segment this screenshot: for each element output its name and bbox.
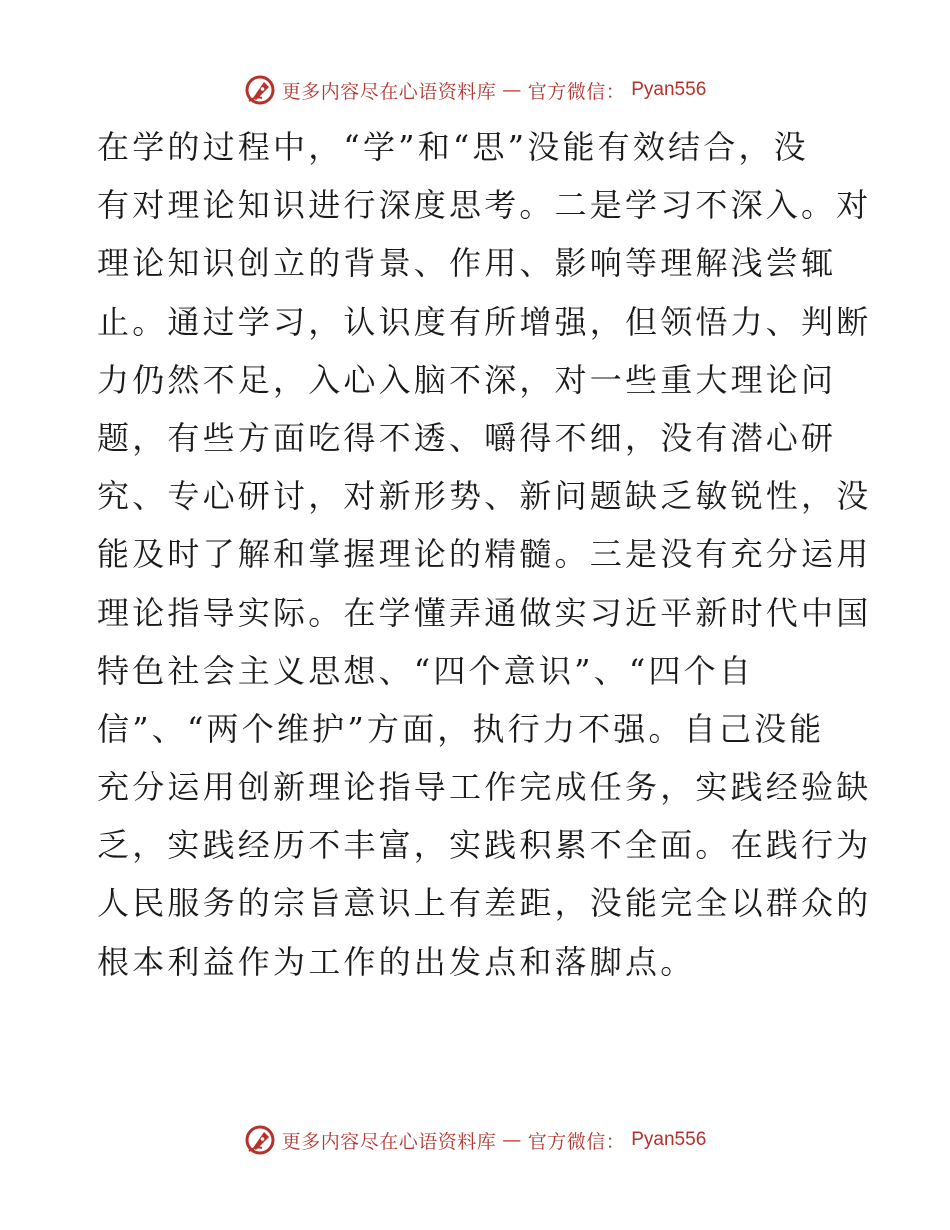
text-line: 题，有些方面吃得不透、嚼得不细，没有潜心研 [97,418,837,457]
header-banner [0,70,950,110]
text-line: 理论知识创立的背景、作用、影响等理解浅尝辄 [97,244,837,283]
text-line: 止。通过学习，认识度有所增强，但领悟力、判断 [97,302,872,341]
footer-banner [0,1120,950,1160]
text-line: 特色社会主义思想、“四个意识”、“四个自 [97,651,755,690]
text-line: 乏，实践经历不丰富，实践积累不全面。在践行为 [97,826,872,865]
footer-brand-text: 更多内容尽在心语资料库 [281,1130,497,1153]
pen-nib-circle-icon [244,1124,276,1156]
pen-nib-circle-icon [244,74,276,106]
header-contact-label: 官方微信： [527,80,626,103]
text-line: 理论指导实际。在学懂弄通做实习近平新时代中国 [97,593,872,632]
footer-contact-label: 官方微信： [527,1130,626,1153]
text-line: 在学的过程中，“学”和“思”没能有效结合，没 [97,128,809,166]
text-line: 有对理论知识进行深度思考。二是学习不深入。对 [97,186,872,225]
text-line: 究、专心研讨，对新形势、新问题缺乏敏锐性，没 [97,477,872,516]
document-body [97,118,872,991]
header-contact-value: Pyan556 [631,79,707,100]
text-line: 人民服务的宗旨意识上有差距，没能完全以群众的 [97,884,872,923]
text-line: 根本利益作为工作的出发点和落脚点。 [97,942,696,981]
text-line: 充分运用创新理论指导工作完成任务，实践经验缺 [97,768,872,807]
header-brand-text: 更多内容尽在心语资料库 [281,80,497,103]
footer-contact-value: Pyan556 [631,1129,707,1150]
footer-separator: — [502,1129,522,1151]
header-separator: — [502,79,522,101]
text-line: 力仍然不足，入心入脑不深，对一些重大理论问 [97,360,837,399]
text-line: 信”、“两个维护”方面，执行力不强。自己没能 [97,709,825,748]
text-line: 能及时了解和掌握理论的精髓。三是没有充分运用 [97,535,872,574]
